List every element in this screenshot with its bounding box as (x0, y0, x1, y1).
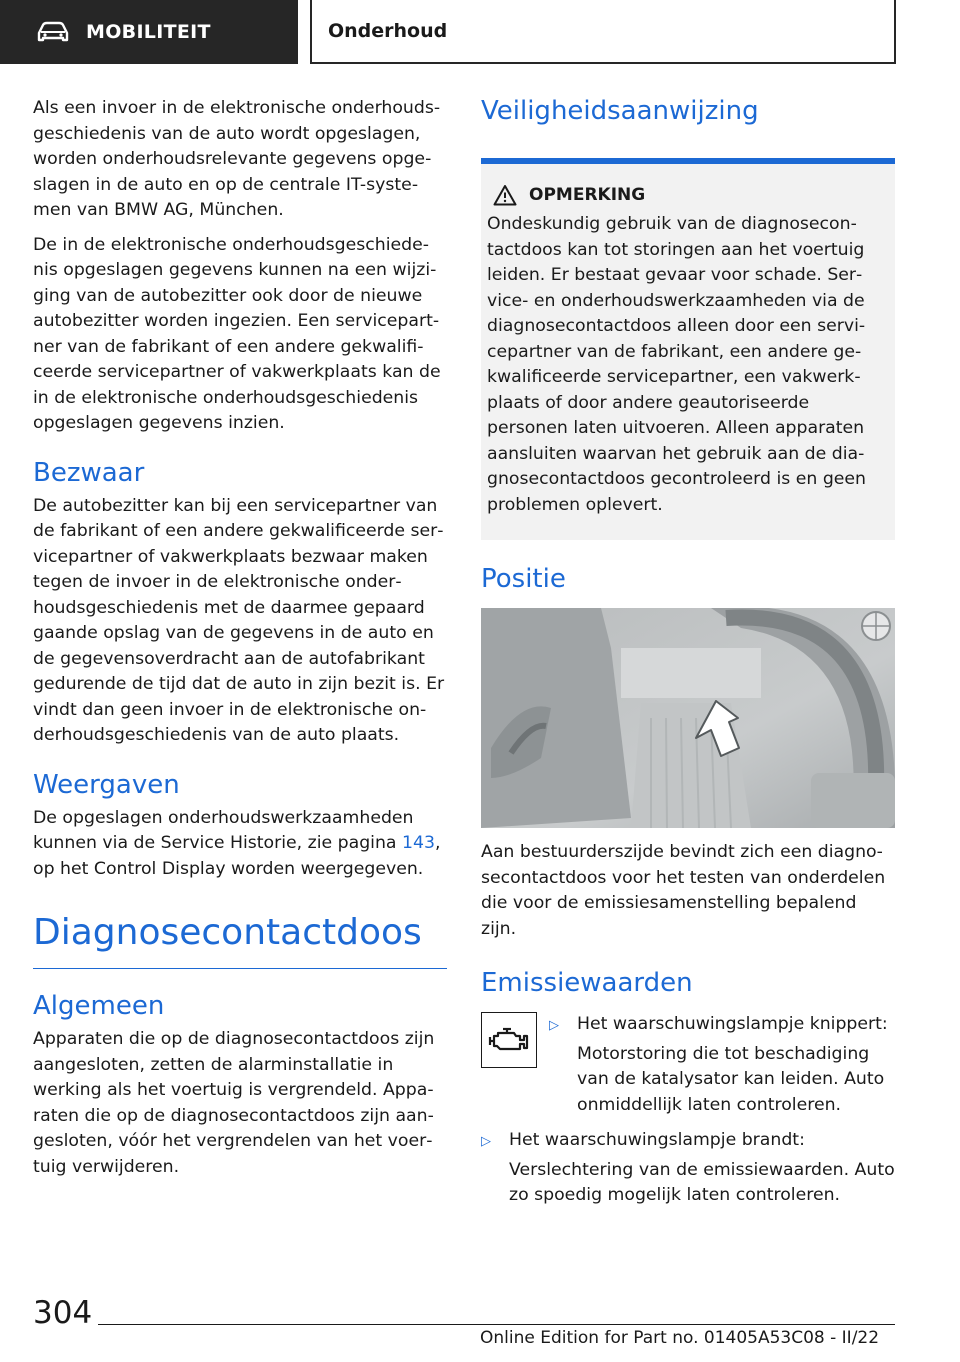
page-link-143[interactable]: 143 (402, 833, 436, 853)
bullet-triangle-icon: ▷ (549, 1018, 559, 1033)
heading-diagnosecontactdoos: Diagnosecontactdoos (33, 910, 447, 969)
engine-warning-icon-box (481, 1012, 537, 1068)
warning-box (481, 158, 895, 540)
weergaven-text-b: , op het Control Display worden weergegeven. (33, 833, 441, 879)
list-item-steady (481, 1128, 895, 1158)
heading-algemeen: Algemeen (33, 991, 165, 1021)
item2-text: Verslechtering van de emissiewaarden. Auto zo spoedig mogelijk laten controleren. (509, 1159, 895, 1205)
chapter-label: Onderhoud (328, 20, 448, 42)
item1-block (549, 1012, 895, 1128)
footer-rule (98, 1324, 895, 1325)
page-number: 304 (33, 1295, 93, 1331)
car-icon (36, 21, 70, 43)
chapter-header (310, 0, 896, 64)
heading-bezwaar: Bezwaar (33, 457, 145, 488)
intro-paragraph-2: De in de elektronische onderhoudsgeschiedenis opgeslagen gegevens kunnen na een wijziging van de autobezitter ook door de nieuwe autobezitter worden ingezien. Een servicepartner van de fabrikant of een andere gekwalificeerde servicepartner of vakwerkplaats kan de in de elektronische onderhoudsgeschiedenis opgeslagen gegevens inzien. (33, 234, 441, 433)
intro-paragraph-1: Als een invoer in de elektronische onderhoudsgeschiedenis van de auto wordt opgeslagen, worden onderhoudsrelevante gegevens opgeslagen in de auto en op de centrale IT-systemen van BMW AG, München. (33, 98, 441, 220)
bullet-triangle-icon: ▷ (481, 1134, 491, 1149)
algemeen-paragraph: Apparaten die op de diagnosecontactdoos zijn aangesloten, zetten de alarminstallatie in werking als het voertuig is vergrendeld. Apparaten die op de diagnosecontactdoos zijn aangesloten, vóór het vergrendelen van het voertuig verwijderen. (33, 1029, 435, 1177)
emission-indicator-block (481, 1012, 895, 1128)
check-engine-icon (487, 1025, 531, 1055)
warning-text: Ondeskundig gebruik van de diagnosecontactdoos kan tot storingen aan het voertuig leiden. Er bestaat gevaar voor schade. Service- en onderhoudswerkzaamheden via de diagnosecontactdoos alleen door een servicepartner van de fabrikant, een andere gekwalificeerde servicepartner, een vakwerkplaats of door andere geautoriseerde personen laten uitvoeren. Alleen apparaten aansluiten waarvan het gebruik aan de diagnosecontactdoos gecontroleerd is en geen problemen oplevert. (487, 214, 867, 515)
item1-title: Het waarschuwingslampje knippert: (577, 1014, 888, 1034)
bezwaar-paragraph: De autobezitter kan bij een servicepartner van de fabrikant of een andere gekwalificeerde servicepartner of vakwerkplaats bezwaar maken tegen de invoer in de elektronische onderhoudsgeschiedenis met de daarmee gepaard gaande opslag van de gegevens in de auto en de gegevensoverdracht aan de autofabrikant gedurende de tijd dat de auto in zijn bezit is. Er vindt dan geen invoer in de elektronische onderhoudsgeschiedenis van de auto plaats. (33, 495, 445, 745)
warning-triangle-icon (493, 184, 517, 206)
diagnostic-socket-photo (481, 608, 895, 828)
footer-edition: Online Edition for Part no. 01405A53C08 - II/22 (480, 1328, 880, 1348)
heading-veiligheidsaanwijzing: Veiligheidsaanwijzing (481, 96, 759, 126)
weergaven-text-a: De opgeslagen onderhoudswerkzaamheden kunnen via de Service Historie, zie pagina (33, 807, 414, 853)
list-item-flashing (549, 1012, 895, 1042)
section-tab (0, 0, 298, 64)
item1-text: Motorstoring die tot beschadiging van de katalysator kan leiden. Auto onmiddellijk laten controleren. (577, 1043, 885, 1115)
section-label: MOBILITEIT (86, 21, 211, 43)
heading-positie: Positie (481, 564, 566, 594)
warning-title (487, 184, 887, 206)
right-column (481, 96, 895, 1218)
item2-title: Het waarschuwingslampje brandt: (509, 1130, 805, 1150)
heading-weergaven: Weergaven (33, 769, 180, 800)
left-column (33, 96, 447, 1189)
heading-emissiewaarden: Emissiewaarden (481, 968, 693, 998)
weergaven-paragraph (33, 806, 447, 883)
warning-title-text: OPMERKING (529, 185, 646, 205)
positie-paragraph: Aan bestuurderszijde bevindt zich een diagnosecontactdoos voor het testen van onderdelen die voor de emissiesamenstelling bepalend zijn. (481, 842, 886, 939)
